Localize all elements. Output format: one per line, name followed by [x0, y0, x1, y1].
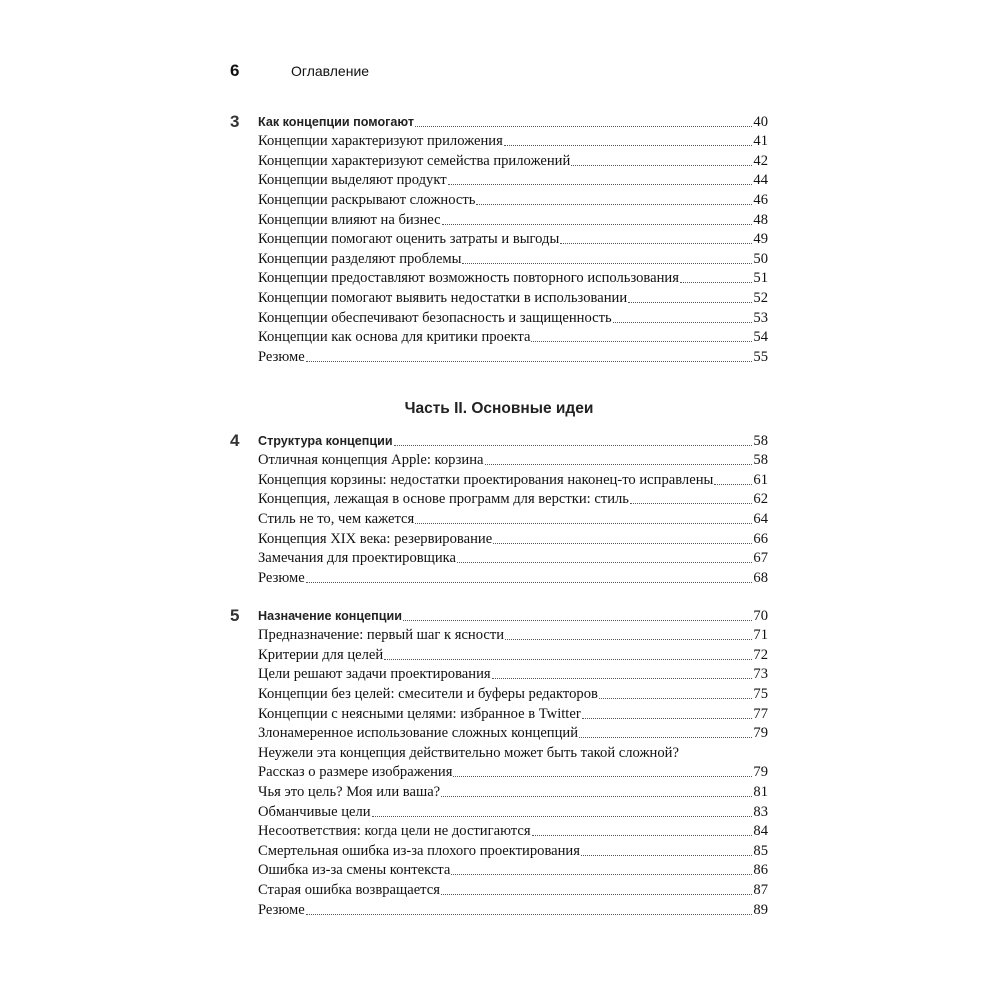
entry-page-number: 87 [753, 881, 768, 898]
entry-title: Резюме [258, 348, 305, 365]
dot-leader [628, 302, 752, 303]
entry-title: Концепции помогают оценить затраты и выгоды [258, 231, 560, 248]
toc-entry [230, 249, 768, 269]
toc-entry-continuation [230, 763, 768, 783]
entry-title: Ошибка из-за смены контекста [258, 862, 451, 879]
toc-entry [230, 269, 768, 289]
entry-page-number: 42 [753, 152, 768, 169]
entry-title: Резюме [258, 569, 305, 586]
dot-leader [599, 698, 753, 699]
chapter-title: Как концепции помогают [258, 114, 414, 129]
chapter-heading [230, 431, 768, 451]
toc-entry [230, 822, 768, 842]
entry-page-number: 53 [753, 309, 768, 326]
entry-page-number: 86 [753, 862, 768, 879]
entry-page-number: 54 [753, 329, 768, 346]
entry-page-number: 71 [753, 627, 768, 644]
dot-leader [493, 543, 752, 544]
entry-title: Чья это цель? Моя или ваша? [258, 783, 441, 800]
dot-leader [415, 126, 752, 127]
chapter-number: 3 [230, 112, 240, 131]
toc-entry [230, 151, 768, 171]
entry-title: Резюме [258, 901, 305, 918]
dot-leader [714, 484, 752, 485]
dot-leader [504, 145, 753, 146]
entry-page-number: 64 [753, 510, 768, 527]
entry-title: Обманчивые цели [258, 803, 371, 820]
toc-entry [230, 802, 768, 822]
toc-entry [230, 132, 768, 152]
page-number: 6 [230, 61, 240, 80]
entry-title: Цели решают задачи проектирования [258, 666, 491, 683]
entry-page-number: 68 [753, 569, 768, 586]
toc-entry [230, 861, 768, 881]
entry-title: Концепции как основа для критики проекта [258, 329, 531, 346]
chapter-number: 5 [230, 606, 240, 625]
chapter-heading [230, 606, 768, 626]
dot-leader [441, 796, 752, 797]
dot-leader [613, 322, 753, 323]
chapter-number: 4 [230, 431, 240, 450]
dot-leader [680, 282, 752, 283]
entry-page-number: 72 [753, 646, 768, 663]
toc-entry [230, 880, 768, 900]
entry-page-number: 75 [753, 685, 768, 702]
entry-page-number: 77 [753, 705, 768, 722]
toc-entry [230, 841, 768, 861]
entry-title: Концепции раскрывают сложность [258, 191, 476, 208]
entry-title: Предназначение: первый шаг к ясности [258, 627, 505, 644]
dot-leader [531, 341, 752, 342]
dot-leader [476, 204, 752, 205]
entry-title: Концепция XIX века: резервирование [258, 530, 493, 547]
entry-title: Концепции с неясными целями: избранное в Twitter [258, 705, 581, 722]
part-title: Часть II. Основные идеи [404, 400, 594, 417]
entry-title: Концепции выделяют продукт [258, 172, 447, 189]
dot-leader [571, 165, 752, 166]
entry-title: Замечания для проектировщика [258, 550, 457, 567]
entry-title: Смертельная ошибка из-за плохого проектирования [258, 842, 580, 859]
running-title: Оглавление [291, 63, 370, 79]
entry-page-number: 50 [753, 250, 768, 267]
dot-leader [630, 503, 752, 504]
toc-entry [230, 328, 768, 348]
entry-page-number: 40 [753, 113, 768, 130]
toc-entry [230, 645, 768, 665]
entry-page-number: 83 [753, 803, 768, 820]
entry-page-number: 73 [753, 666, 768, 683]
entry-page-number: 66 [753, 530, 768, 547]
toc-entry [230, 665, 768, 685]
entry-page-number: 58 [753, 452, 768, 469]
entry-page-number: 61 [753, 471, 768, 488]
entry-page-number: 52 [753, 289, 768, 306]
entry-page-number: 85 [753, 842, 768, 859]
entry-title: Несоответствия: когда цели не достигаются [258, 823, 531, 840]
toc-entry [230, 288, 768, 308]
entry-page-number: 48 [753, 211, 768, 228]
entry-title: Концепции характеризуют семейства приложений [258, 152, 571, 169]
toc-entry [230, 549, 768, 569]
entry-page-number: 89 [753, 901, 768, 918]
entry-page-number: 70 [753, 607, 768, 624]
toc-entry [230, 724, 768, 744]
entry-title: Злонамеренное использование сложных концепций [258, 725, 579, 742]
entry-title: Концепции характеризуют приложения [258, 133, 503, 150]
chapter-heading [230, 112, 768, 132]
chapter-title: Структура концепции [258, 433, 393, 448]
entry-title: Концепции без целей: смесители и буферы редакторов [258, 685, 598, 702]
dot-leader [451, 874, 752, 875]
entry-page-number: 41 [753, 133, 768, 150]
entry-title: Концепции разделяют проблемы [258, 250, 462, 267]
toc-entry [230, 490, 768, 510]
entry-page-number: 51 [753, 270, 768, 287]
toc-entry [230, 347, 768, 367]
dot-leader [384, 659, 752, 660]
entry-title: Отличная концепция Apple: корзина [258, 452, 484, 469]
dot-leader [485, 464, 753, 465]
chapter-5-block [230, 606, 768, 920]
toc-entry [230, 782, 768, 802]
dot-leader [582, 718, 753, 719]
toc-entry [230, 171, 768, 191]
entry-page-number: 67 [753, 550, 768, 567]
toc-entry [230, 451, 768, 471]
dot-leader [492, 678, 753, 679]
toc-entry [230, 190, 768, 210]
dot-leader [462, 263, 752, 264]
chapter-title: Назначение концепции [258, 608, 402, 623]
dot-leader [560, 243, 752, 244]
dot-leader [403, 620, 752, 621]
toc-entry [230, 626, 768, 646]
dot-leader [448, 184, 753, 185]
dot-leader [453, 776, 752, 777]
chapter-3-block [230, 112, 768, 367]
toc-entry [230, 308, 768, 328]
dot-leader [505, 639, 752, 640]
entry-title: Концепции предоставляют возможность повторного использования [258, 270, 679, 287]
dot-leader [579, 737, 752, 738]
dot-leader [415, 523, 752, 524]
entry-page-number: 55 [753, 348, 768, 365]
entry-title: Концепции обеспечивают безопасность и защищенность [258, 309, 612, 326]
toc-entry [230, 210, 768, 230]
toc-entry [230, 509, 768, 529]
dot-leader [441, 894, 752, 895]
toc-entry [230, 470, 768, 490]
entry-title: Критерии для целей [258, 646, 384, 663]
entry-title: Рассказ о размере изображения [258, 764, 453, 781]
entry-title: Концепции влияют на бизнес [258, 211, 441, 228]
dot-leader [306, 582, 753, 583]
toc-entry [230, 529, 768, 549]
dot-leader [306, 914, 753, 915]
entry-title: Неужели эта концепция действительно может быть такой сложной? [258, 744, 679, 761]
entry-page-number: 46 [753, 191, 768, 208]
toc-entry [230, 230, 768, 250]
dot-leader [372, 816, 753, 817]
entry-page-number: 58 [753, 432, 768, 449]
entry-page-number: 49 [753, 231, 768, 248]
dot-leader [306, 361, 753, 362]
entry-title: Концепция, лежащая в основе программ для верстки: стиль [258, 491, 629, 508]
entry-title: Старая ошибка возвращается [258, 881, 440, 898]
entry-page-number: 84 [753, 823, 768, 840]
entry-title: Стиль не то, чем кажется [258, 510, 415, 527]
entry-title: Концепции помогают выявить недостатки в использовании [258, 289, 628, 306]
entry-page-number: 81 [753, 783, 768, 800]
toc-entry [230, 743, 768, 763]
toc-entry [230, 568, 768, 588]
entry-title: Концепция корзины: недостатки проектирования наконец-то исправлены [258, 471, 714, 488]
dot-leader [442, 224, 753, 225]
dot-leader [581, 855, 752, 856]
entry-page-number: 79 [753, 725, 768, 742]
toc-entry [230, 684, 768, 704]
entry-page-number: 62 [753, 491, 768, 508]
dot-leader [457, 562, 752, 563]
entry-page-number: 79 [753, 764, 768, 781]
chapter-4-block [230, 431, 768, 588]
dot-leader [532, 835, 753, 836]
toc-entry [230, 704, 768, 724]
entry-page-number: 44 [753, 172, 768, 189]
toc-entry [230, 900, 768, 920]
dot-leader [394, 445, 753, 446]
